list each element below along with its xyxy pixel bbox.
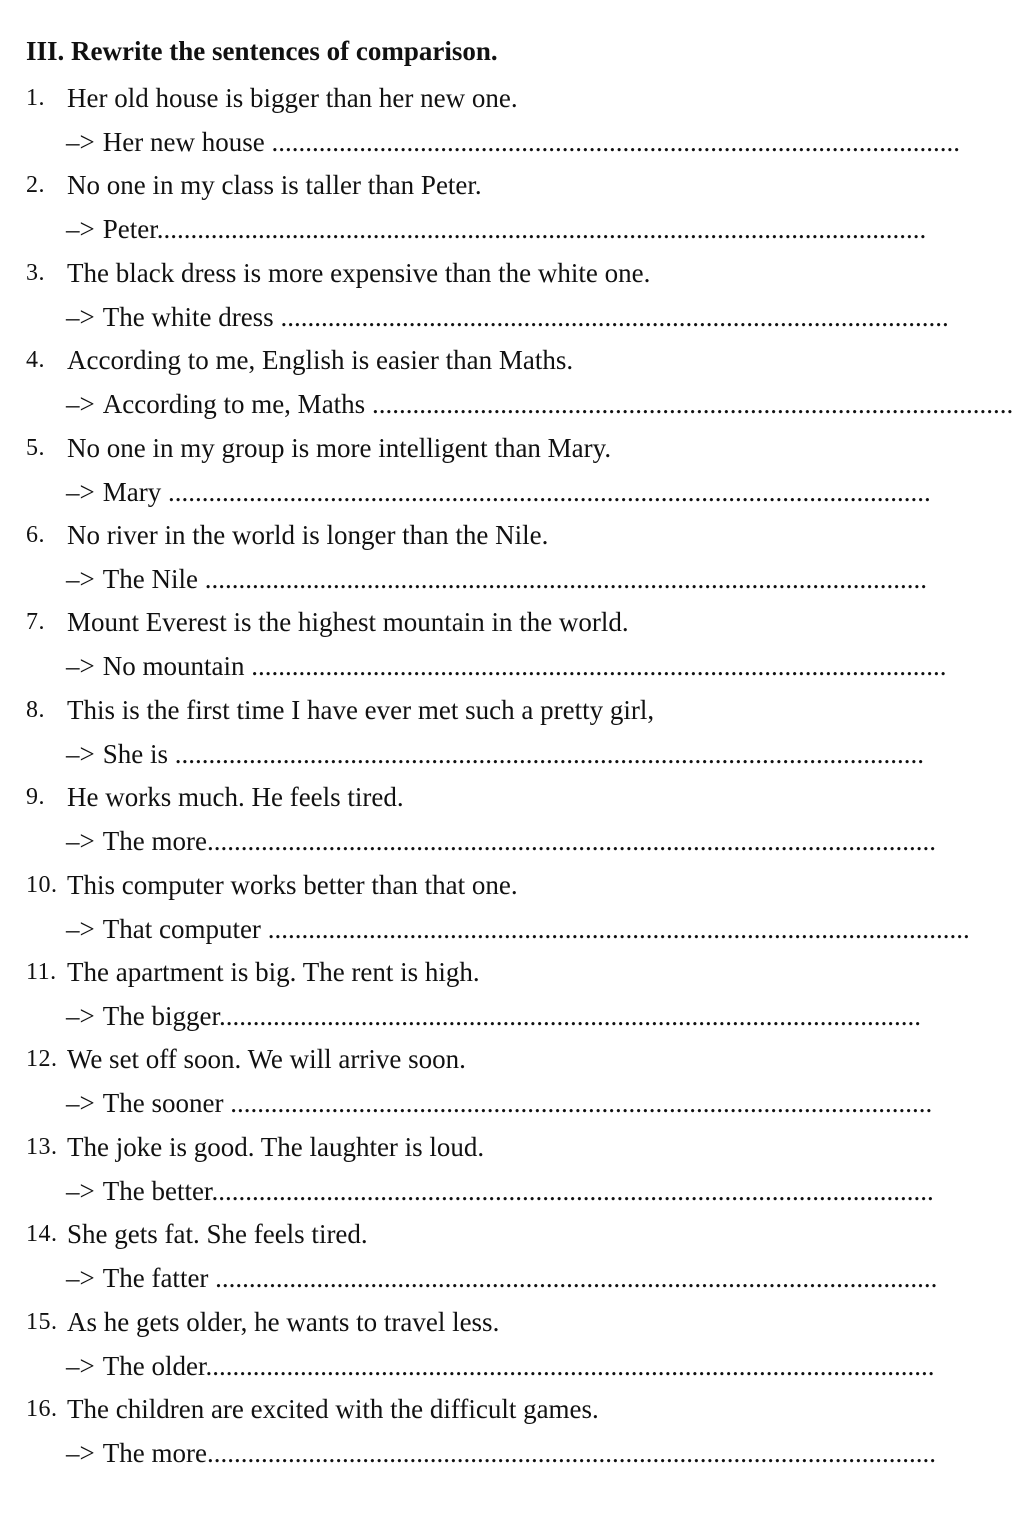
question-number: 13.	[26, 1133, 58, 1160]
question-sentence: We set off soon. We will arrive soon.	[67, 1044, 466, 1075]
answer-prompt: The Nile	[102, 564, 205, 594]
question-sentence: Mount Everest is the highest mountain in the world.	[67, 607, 629, 638]
question-sentence: Her old house is bigger than her new one.	[67, 83, 518, 113]
question-item	[26, 82, 518, 114]
answer-line[interactable]	[66, 825, 936, 857]
question-item	[26, 781, 404, 813]
answer-line[interactable]	[66, 1350, 935, 1382]
answer-blank[interactable]: ......................................................................................................	[271, 127, 960, 157]
answer-prompt: The white dress	[102, 301, 281, 332]
arrow-marker: –>	[66, 214, 95, 245]
answer-prompt: No mountain	[102, 651, 252, 682]
answer-line[interactable]	[66, 126, 960, 158]
question-number: 11.	[26, 959, 57, 985]
question-sentence: The apartment is big. The rent is high.	[67, 957, 480, 987]
question-sentence: No one in my group is more intelligent than Mary.	[67, 432, 612, 463]
question-number: 12.	[26, 1046, 58, 1073]
answer-line[interactable]	[66, 476, 931, 508]
question-number: 5.	[26, 434, 45, 461]
answer-blank[interactable]: ...........................................................................................................	[211, 1175, 934, 1206]
question-item	[26, 956, 480, 988]
answer-blank[interactable]: .......................................................................................................	[251, 651, 947, 682]
answer-line[interactable]	[66, 1262, 938, 1294]
answer-blank[interactable]: ...........................................................................................................	[204, 564, 927, 594]
question-number: 8.	[26, 696, 45, 723]
answer-blank[interactable]: .................................................................................................................	[167, 476, 931, 507]
question-sentence: This is the first time I have ever met such a pretty girl,	[67, 694, 655, 725]
question-sentence: He works much. He feels tired.	[67, 782, 404, 813]
answer-blank[interactable]: ............................................................................................................	[206, 1438, 936, 1468]
question-sentence: According to me, English is easier than Maths.	[67, 345, 574, 376]
section-heading: III. Rewrite the sentences of comparison.	[26, 36, 498, 66]
answer-prompt: The older	[102, 1350, 206, 1381]
question-sentence: The children are excited with the difficult games.	[67, 1394, 599, 1424]
arrow-marker: –>	[66, 651, 95, 682]
answer-prompt: The better	[102, 1175, 212, 1206]
arrow-marker: –>	[66, 301, 95, 332]
question-sentence: This computer works better than that one.	[67, 869, 518, 900]
arrow-marker: –>	[66, 564, 95, 594]
arrow-marker: –>	[66, 389, 95, 420]
answer-blank[interactable]: ...............................................................................................	[371, 389, 1014, 420]
answer-line[interactable]	[66, 738, 924, 770]
answer-line[interactable]	[66, 1087, 933, 1119]
question-sentence: The black dress is more expensive than the white one.	[67, 257, 651, 288]
question-item	[26, 432, 611, 464]
answer-blank[interactable]: ........................................................................................................	[267, 913, 970, 944]
question-number: 4.	[26, 347, 45, 374]
arrow-marker: –>	[66, 1088, 95, 1119]
answer-line[interactable]	[66, 1437, 936, 1469]
answer-prompt: The bigger	[102, 1001, 219, 1031]
answer-line[interactable]	[66, 650, 947, 682]
question-item	[26, 869, 518, 901]
question-number: 3.	[26, 259, 45, 286]
answer-prompt: She is	[102, 738, 175, 769]
question-sentence: As he gets older, he wants to travel less.	[67, 1306, 500, 1337]
arrow-marker: –>	[66, 1175, 95, 1206]
answer-prompt: Peter	[102, 214, 157, 245]
question-number: 6.	[26, 522, 45, 548]
arrow-marker: –>	[66, 738, 95, 769]
answer-prompt: Mary	[102, 476, 168, 507]
question-item	[26, 694, 654, 726]
question-number: 14.	[26, 1221, 58, 1248]
answer-prompt: The more	[102, 826, 207, 857]
question-item	[26, 344, 573, 376]
answer-blank[interactable]: ........................................................................................................	[218, 1001, 921, 1031]
arrow-marker: –>	[66, 913, 95, 944]
question-number: 15.	[26, 1308, 58, 1335]
answer-line[interactable]	[66, 1175, 934, 1207]
question-number: 1.	[26, 85, 45, 111]
question-item	[26, 1218, 368, 1250]
question-number: 10.	[26, 871, 58, 898]
arrow-marker: –>	[66, 127, 95, 157]
answer-prompt: According to me, Maths	[102, 389, 372, 420]
question-sentence: No one in my class is taller than Peter.	[67, 170, 482, 201]
answer-blank[interactable]: ..................................................................................................................	[156, 214, 927, 245]
question-item	[26, 606, 629, 638]
question-item	[26, 1393, 599, 1425]
question-number: 16.	[26, 1396, 58, 1422]
question-item	[26, 1043, 466, 1075]
question-number: 7.	[26, 609, 45, 636]
answer-prompt: The fatter	[102, 1263, 216, 1294]
answer-prompt: Her new house	[102, 127, 272, 157]
question-item	[26, 257, 650, 289]
arrow-marker: –>	[66, 826, 95, 857]
answer-line[interactable]	[66, 913, 970, 945]
arrow-marker: –>	[66, 1350, 95, 1381]
answer-prompt: The more	[102, 1438, 207, 1468]
arrow-marker: –>	[66, 1438, 95, 1468]
answer-prompt: That computer	[102, 913, 268, 944]
answer-line[interactable]	[66, 1000, 921, 1032]
question-item	[26, 169, 482, 201]
arrow-marker: –>	[66, 1001, 95, 1031]
answer-line[interactable]	[66, 388, 1014, 420]
question-item	[26, 1306, 499, 1338]
arrow-marker: –>	[66, 1263, 95, 1294]
answer-blank[interactable]: ...........................................................................................................	[215, 1263, 938, 1294]
question-sentence: She gets fat. She feels tired.	[67, 1219, 368, 1250]
answer-blank[interactable]: ........................................................................................................	[230, 1088, 933, 1119]
question-sentence: No river in the world is longer than the Nile.	[67, 520, 549, 550]
question-item	[26, 519, 548, 551]
answer-blank[interactable]: ............................................................................................................	[205, 1350, 935, 1381]
answer-line[interactable]	[66, 563, 927, 595]
question-sentence: The joke is good. The laughter is loud.	[67, 1131, 485, 1162]
answer-blank[interactable]: ...................................................................................................	[280, 301, 949, 332]
question-item	[26, 1131, 484, 1163]
question-number: 9.	[26, 784, 45, 811]
question-number: 2.	[26, 172, 45, 199]
answer-blank[interactable]: ...............................................................................................................	[174, 738, 924, 769]
answer-line[interactable]	[66, 213, 956, 245]
arrow-marker: –>	[66, 476, 95, 507]
answer-line[interactable]	[66, 301, 949, 333]
answer-blank[interactable]: ............................................................................................................	[206, 826, 936, 857]
answer-prompt: The sooner	[102, 1088, 231, 1119]
